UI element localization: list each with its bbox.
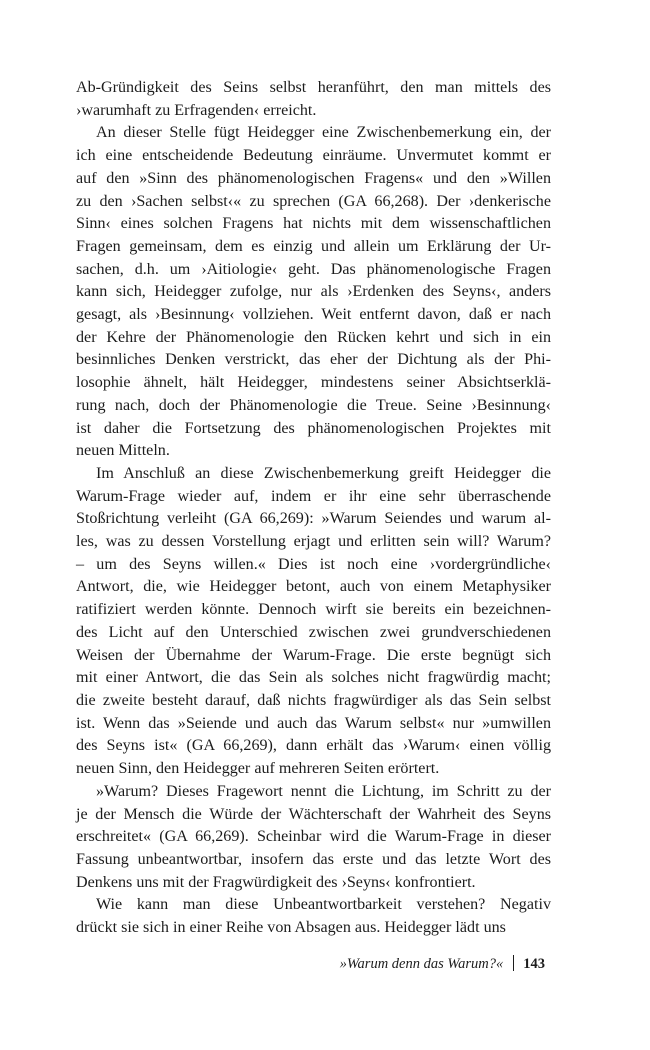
text-line: kann sich, Heidegger zufolge, nur als ›Erdenken des Seyns‹, anders bbox=[76, 283, 551, 301]
text-line: »Warum? Dieses Fragewort nennt die Lichtung, im Schritt zu der bbox=[96, 782, 551, 800]
text-line: Weisen der Übernahme der Warum-Frage. Die erste begnügt sich bbox=[76, 646, 551, 664]
paragraph bbox=[76, 463, 551, 781]
text-line: neuen Mitteln. bbox=[76, 442, 170, 460]
text-line: sachen, d.h. um ›Aitiologie‹ geht. Das phänomenologische Fragen bbox=[76, 260, 551, 278]
text-line: besinnliches Denken verstrickt, das eher der Dichtung als der Phi- bbox=[76, 351, 551, 369]
text-line: Stoßrichtung verleiht (GA 66,269): »Warum Seiendes und warum al- bbox=[76, 510, 551, 528]
footer-separator bbox=[513, 955, 514, 971]
page-footer bbox=[340, 955, 545, 973]
text-line: auf den »Sinn des phänomenologischen Fragens« und den »Willen bbox=[76, 169, 551, 187]
text-line: Fassung unbeantwortbar, insofern das erste und das letzte Wort des bbox=[76, 850, 551, 868]
text-line: Fragen gemeinsam, dem es einzig und allein um Erklärung der Ur- bbox=[76, 237, 551, 255]
running-head: »Warum denn das Warum?« bbox=[339, 956, 504, 972]
text-line: ich eine entscheidende Bedeutung einräume. Unvermutet kommt er bbox=[76, 147, 551, 165]
text-line: die zweite besteht darauf, daß nichts fragwürdiger als das Sein selbst bbox=[76, 691, 551, 709]
text-line: Sinn‹ eines solchen Fragens hat nichts mit dem wissenschaftlichen bbox=[76, 215, 551, 233]
text-line: ›warumhaft zu Erfragenden‹ erreicht. bbox=[76, 101, 317, 119]
body-text bbox=[76, 77, 551, 940]
text-line: neuen Sinn, den Heidegger auf mehreren Seiten erörtert. bbox=[76, 760, 440, 778]
text-line: Warum-Frage wieder auf, indem er ihr eine sehr überraschende bbox=[76, 487, 551, 505]
paragraph bbox=[76, 77, 551, 122]
text-line: erschreitet« (GA 66,269). Scheinbar wird die Warum-Frage in dieser bbox=[76, 828, 551, 846]
paragraph bbox=[76, 894, 551, 939]
text-line: Antwort, die, wie Heidegger betont, auch von einem Metaphysiker bbox=[76, 578, 551, 596]
text-line: Ab-Gründigkeit des Seins selbst heranführt, den man mittels des bbox=[76, 79, 551, 96]
text-line: des Licht auf den Unterschied zwischen zwei grundverschiedenen bbox=[76, 623, 551, 641]
text-line: des Seyns ist« (GA 66,269), dann erhält das ›Warum‹ einen völlig bbox=[76, 737, 551, 755]
text-line: je der Mensch die Würde der Wächterschaft der Wahrheit des Seyns bbox=[76, 805, 551, 823]
text-line: der Kehre der Phänomenologie den Rücken kehrt und sich in ein bbox=[76, 328, 551, 346]
text-line: gesagt, als ›Besinnung‹ vollziehen. Weit entfernt davon, daß er nach bbox=[76, 306, 551, 324]
paragraph bbox=[76, 122, 551, 463]
text-line: ratifiziert werden könnte. Dennoch wirft sie bereits ein bezeichnen- bbox=[76, 601, 551, 619]
text-line: losophie ähnelt, hält Heidegger, mindestens seiner Absichtserklä- bbox=[76, 374, 551, 392]
text-line: les, was zu dessen Vorstellung erjagt und erlitten sein will? Warum? bbox=[76, 533, 551, 551]
text-line: Denkens uns mit der Fragwürdigkeit des ›Seyns‹ konfrontiert. bbox=[76, 873, 476, 891]
text-line: An dieser Stelle fügt Heidegger eine Zwischenbemerkung ein, der bbox=[96, 124, 551, 142]
text-line: mit einer Antwort, die das Sein als solches nicht fragwürdig macht; bbox=[76, 669, 551, 687]
text-line: Wie kann man diese Unbeantwortbarkeit verstehen? Negativ bbox=[96, 896, 551, 914]
text-line: rung nach, doch der Phänomenologie die Treue. Seine ›Besinnung‹ bbox=[76, 396, 551, 414]
text-line: ist. Wenn das »Seiende und auch das Warum selbst« nur »umwillen bbox=[76, 714, 551, 732]
text-line: drückt sie sich in einer Reihe von Absagen aus. Heidegger lädt uns bbox=[76, 919, 506, 937]
text-line: – um des Seyns willen.« Dies ist noch eine ›vordergründliche‹ bbox=[76, 555, 551, 573]
text-line: Im Anschluß an diese Zwischenbemerkung greift Heidegger die bbox=[96, 464, 551, 482]
paragraph bbox=[76, 781, 551, 895]
text-line: ist daher die Fortsetzung des phänomenologischen Projektes mit bbox=[76, 419, 551, 437]
text-line: zu den ›Sachen selbst‹« zu sprechen (GA 66,268). Der ›denkerische bbox=[76, 192, 551, 210]
page-number: 143 bbox=[523, 956, 545, 972]
